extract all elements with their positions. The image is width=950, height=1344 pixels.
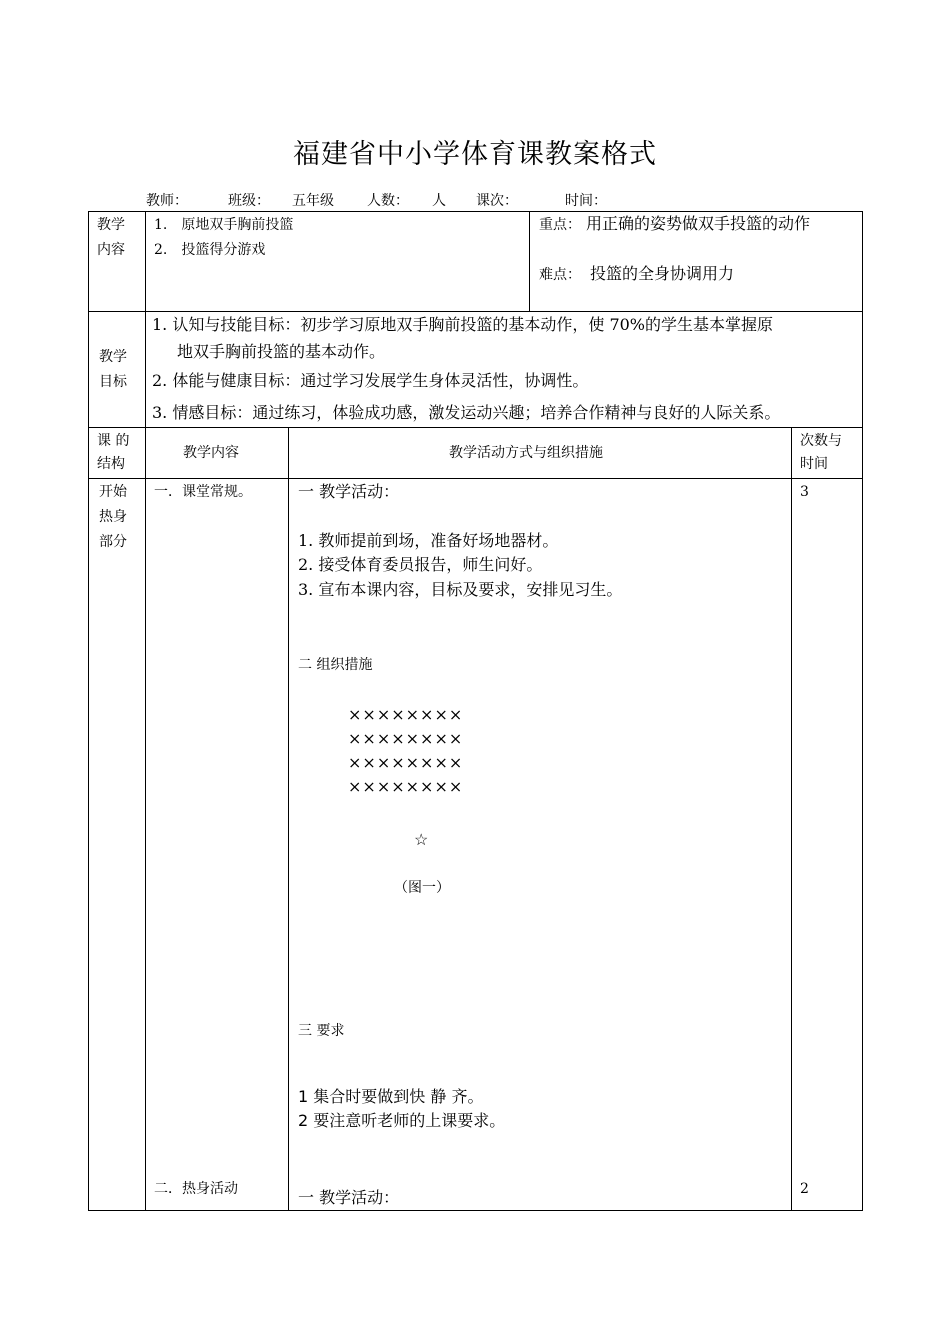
goal-1-continued: 地双手胸前投篮的基本动作。: [177, 342, 386, 361]
part-1-content: 一．课堂常规。: [154, 484, 252, 500]
part-2-content: 二．热身活动: [154, 1181, 238, 1197]
count-header: 次数与: [800, 433, 842, 449]
goals-label: 教学: [99, 349, 127, 365]
content-item-2: 2. 投篮得分游戏: [154, 242, 266, 258]
goals-label-2: 目标: [99, 374, 127, 390]
activity-step-2: 2. 接受体育委员报告，师生问好。: [298, 555, 543, 574]
lesson-label: 课次：: [476, 193, 518, 209]
difficulty-text: 投篮的全身协调用力: [590, 264, 735, 283]
difficulty-label: 难点：: [539, 267, 581, 283]
activity-heading-1: 一 教学活动：: [298, 482, 400, 501]
content-header: 教学内容: [183, 445, 239, 461]
section-label: 开始: [99, 484, 127, 500]
formation-row: ××××××××: [348, 705, 464, 724]
class-value: 五年级: [292, 193, 334, 209]
requirement-2: 2 要注意听老师的上课要求。: [298, 1111, 506, 1130]
section-label-3: 部分: [99, 534, 127, 550]
page-title: 福建省中小学体育课教案格式: [293, 139, 657, 170]
figure-caption: （图一）: [394, 880, 450, 896]
goal-2: 2. 体能与健康目标：通过学习发展学生身体灵活性，协调性。: [152, 371, 589, 390]
class-label: 班级：: [228, 193, 270, 209]
key-point-label: 重点：: [539, 217, 581, 233]
formation-row: ××××××××: [348, 753, 464, 772]
activity-header: 教学活动方式与组织措施: [449, 445, 603, 461]
key-point-text: 用正确的姿势做双手投篮的动作: [586, 214, 811, 233]
content-item-1: 1. 原地双手胸前投篮: [154, 217, 294, 233]
activity-heading-2: 一 教学活动：: [298, 1188, 400, 1207]
requirement-1: 1 集合时要做到快 静 齐。: [298, 1087, 484, 1106]
count-header-2: 时间: [800, 456, 828, 472]
structure-header-2: 结构: [97, 456, 125, 472]
content-label-2: 内容: [97, 242, 125, 258]
formation-row: ××××××××: [348, 729, 464, 748]
formation-row: ××××××××: [348, 777, 464, 796]
part-1-count: 3: [800, 484, 809, 500]
organization-heading: 二 组织措施: [298, 657, 373, 673]
content-label: 教学: [97, 217, 125, 233]
goal-3: 3. 情感目标：通过练习，体验成功感，激发运动兴趣；培养合作精神与良好的人际关系。: [152, 403, 781, 422]
teacher-star-icon: ☆: [414, 830, 429, 849]
part-2-count: 2: [800, 1181, 809, 1197]
goal-1: 1. 认知与技能目标：初步学习原地双手胸前投篮的基本动作，使 70%的学生基本掌握原: [152, 315, 774, 334]
requirements-heading: 三 要求: [298, 1023, 345, 1039]
section-label-2: 热身: [99, 509, 127, 525]
time-label: 时间：: [565, 193, 607, 209]
activity-step-1: 1. 教师提前到场，准备好场地器材。: [298, 531, 559, 550]
activity-step-3: 3. 宣布本课内容，目标及要求，安排见习生。: [298, 580, 623, 599]
structure-header: 课 的: [97, 433, 130, 449]
count-label: 人数：: [367, 193, 409, 209]
teacher-label: 教师：: [146, 193, 188, 209]
count-unit: 人: [432, 193, 446, 209]
